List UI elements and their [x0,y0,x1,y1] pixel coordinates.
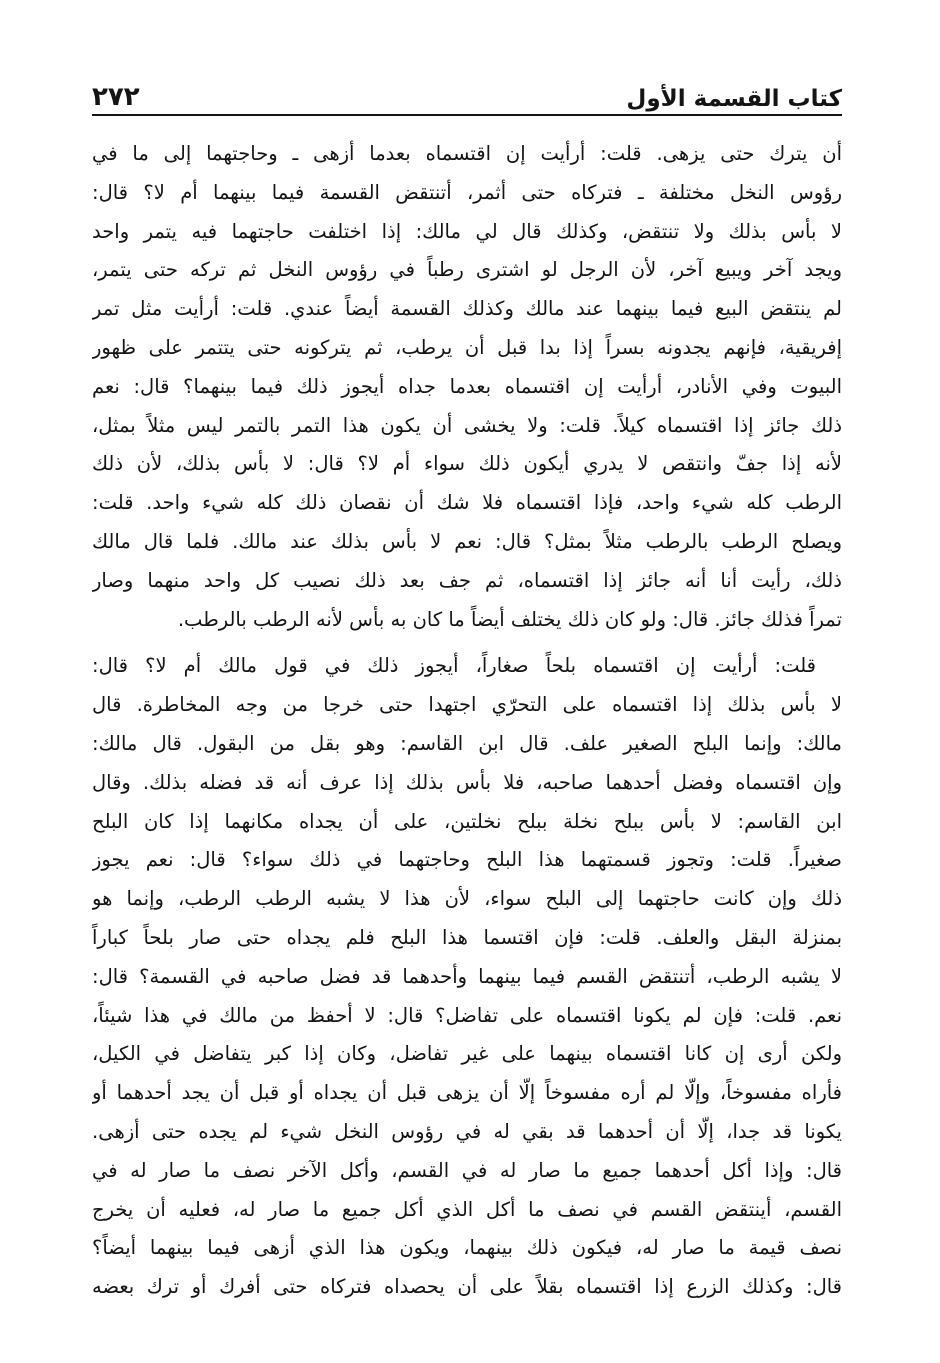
text-line: مالك: وإنما البلح الصغير علف. قال ابن القاسم: وهو بقل من البقول. قال مالك: [92,731,842,755]
text-line: قلت: أرأيت إن اقتسماه بلحاً صغاراً، أيجوز ذلك في قول مالك أم لا؟ قال: [92,654,816,678]
text-line: ويجد آخر ويبيع آخر، لأن الرجل لو اشترى رطباً في رؤوس النخل ثم تركه حتى يتمر، [92,258,842,282]
text-line: ولكن أرى إن كانا اقتسماه بينهما على غير تفاضل، وكان إذا كبر يتفاضل في الكيل، [92,1042,842,1066]
running-title: كتاب القسمة الأول [626,86,842,112]
text-line: نصف قيمة ما صار له، فيكون ذلك بينهما، ويكون هذا الذي أزهى فيما بينهما أيضاً؟ [92,1236,842,1260]
text-line: ابن القاسم: لا بأس ببلح نخلة ببلح نخلتين، على أن يجداه مكانهما إذا كان البلح [92,809,842,833]
text-line: وإن اقتسماه وفضل أحدهما صاحبه، فلا بأس بذلك إذا عرف أنه قد فضله بذلك. وقال [92,770,842,794]
text-line: الرطب كله شيء واحد، فإذا اقتسماه فلا شك أن نقصان ذلك كله شيء واحد. قلت: [92,491,842,515]
text-line: فأراه مفسوخاً، وإلّا لم أره مفسوخاً إلّا أن يزهى قبل أن يجداه أو قبل أن يجد أحدهما أو [92,1081,842,1105]
text-line: رؤوس النخل مختلفة ـ فتركاه حتى أثمر، أتنتقض القسمة فيما بينهما أم لا؟ قال: [92,180,842,204]
text-line: أن يترك حتى يزهى. قلت: أرأيت إن اقتسماه بعدما أزهى ـ وحاجتهما إلى ما في [92,142,842,165]
text-line: ويصلح الرطب بالرطب مثلاً بمثل؟ قال: نعم لا بأس بذلك عند مالك. فلما قال مالك [92,529,842,553]
paragraph-2 [92,647,842,1307]
text-line: إفريقية، فإنهم يجدونه بسراً إذا بدا قبل أن يرطب، ثم يتركونه حتى يتتمر على ظهور [92,335,842,359]
text-line: قال: وإذا أكل أحدهما جميع ما صار له في القسم، وأكل الآخر نصف ما صار له في [92,1158,842,1182]
body-text [92,135,842,1307]
text-line: لا بأس بذلك إذا اقتسماه على التحرّي اجتهدا حتى خرجا من وجه المخاطرة. قال [92,693,842,717]
text-line: البيوت وفي الأنادر، أرأيت إن اقتسماه بعدما جداه أيجوز ذلك فيما بينهما؟ قال: نعم [92,374,842,398]
text-line: لم ينتقض البيع فيما بينهما عند مالك وكذلك القسمة أيضاً عندي. قلت: أرأيت مثل تمر [92,297,842,321]
text-line: القسم، أينتقض القسم في نصف ما أكل الذي أكل جميع ما صار له، فعليه أن يخرج [92,1197,842,1221]
page-header [92,72,842,112]
text-line: يكونا قد جدا، إلّا أن أحدهما قد بقي له في رؤوس النخل شيء لم يجده حتى أزهى. [92,1119,842,1143]
text-line: تمراً فذلك جائز. قال: ولو كان ذلك يختلف أيضاً ما كان به بأس لأنه الرطب بالرطب. [177,607,842,631]
text-line: ذلك وإن كانت حاجتهما إلى البلح سواء، لأن هذا لا يشبه الرطب الرطب، وإنما هو [92,887,842,911]
text-line: لأنه إذا جفّ وانتقص لا يدري أيكون ذلك سواء أم لا؟ قال: لا بأس بذلك، لأن ذلك [92,452,842,476]
text-line: قال: وكذلك الزرع إذا اقتسماه بقلاً على أن يحصداه فتركاه حتى أفرك أو ترك بعضه [92,1275,842,1299]
text-line: صغيراً. قلت: وتجوز قسمتهما هذا البلح وحاجتهما في ذلك سواء؟ قال: نعم يجوز [92,848,842,872]
text-line: نعم. قلت: فإن لم يكونا اقتسماه على تفاضل؟ قال: لا أحفظ من مالك في هذا شيئاً، [92,1003,842,1027]
paragraph-gap [92,639,842,647]
text-line: لا بأس بذلك ولا تنتقض، وكذلك قال لي مالك: إذا اختلفت حاجتهما فيه يتمر واحد [92,219,842,243]
text-line: ذلك جائز إذا اقتسماه كيلاً. قلت: ولا يخشى أن يكون هذا التمر بالتمر ليس مثلاً بمثل، [92,413,842,437]
paragraph-1 [92,135,842,639]
text-line: لا يشبه الرطب، أتنتقض القسم فيما بينهما وأحدهما قد فضل صاحبه في القسمة؟ قال: [92,964,842,988]
text-line: بمنزلة البقل والعلف. قلت: فإن اقتسما هذا البلح فلم يجداه حتى صار بلحاً كباراً [92,925,842,949]
page-number: ٢٧٢ [92,82,140,112]
text-line: ذلك، رأيت أنا أنه جائز إذا اقتسماه، ثم جف بعد ذلك نصيب كل واحد منهما وصار [92,568,842,592]
header-divider [92,114,842,116]
